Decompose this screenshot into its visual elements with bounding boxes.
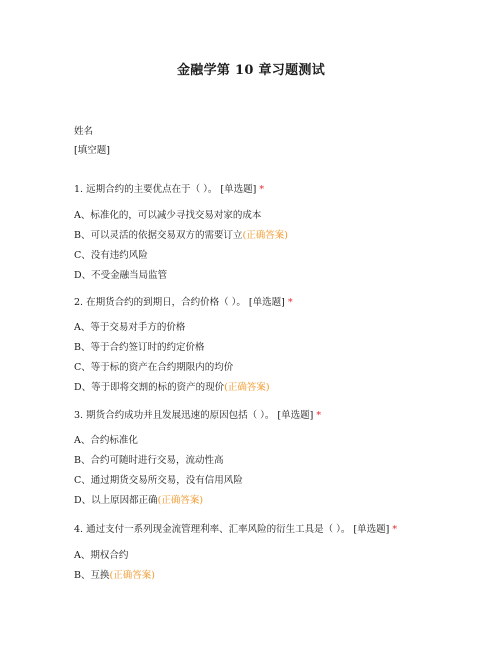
q3-option-d: D、以上原因都正确(正确答案) (74, 495, 204, 506)
q3-option-b: B、合约可随时进行交易，流动性高 (74, 455, 224, 466)
question-text: 2. 在期货合约的到期日，合约价格（ ）。 (74, 297, 246, 308)
required-mark: * (392, 524, 398, 535)
name-label: 姓名 (74, 126, 94, 137)
question-4 (74, 524, 397, 536)
question-1 (74, 184, 264, 196)
required-mark: * (287, 297, 293, 308)
document-title: 金融学第 10 章习题测试 (176, 63, 326, 78)
required-mark: * (259, 184, 265, 195)
fill-blank-label: [填空题] (74, 145, 110, 156)
question-type: [单选题] (277, 410, 314, 421)
question-2 (74, 297, 293, 309)
correct-answer-tag: (正确答案) (109, 570, 155, 581)
correct-answer-tag: (正确答案) (224, 382, 270, 393)
correct-answer-tag: (正确答案) (242, 230, 288, 241)
q2-option-d: D、等于即将交割的标的资产的现价(正确答案) (74, 382, 270, 393)
question-type: [单选题] (248, 297, 285, 308)
q1-option-b: B、可以灵活的依据交易双方的需要订立(正确答案) (74, 230, 288, 241)
q3-option-c: C、通过期货交易所交易，没有信用风险 (74, 475, 243, 486)
correct-answer-tag: (正确答案) (157, 495, 204, 506)
question-type: [单选题] (353, 524, 390, 535)
question-text: 3. 期货合约成功并且发展迅速的原因包括（ ）。 (74, 410, 275, 421)
q1-option-a: A、标准化的，可以减少寻找交易对家的成本 (74, 210, 262, 221)
q4-option-a: A、期权合约 (74, 550, 129, 561)
question-text: 1. 远期合约的主要优点在于（ ）。 (74, 184, 218, 195)
question-type: [单选题] (220, 184, 257, 195)
q1-option-c: C、没有违约风险 (74, 250, 148, 261)
q2-option-c: C、等于标的资产在合约期限内的均价 (74, 362, 234, 373)
q2-option-b: B、等于合约签订时的约定价格 (74, 342, 205, 353)
q1-option-d: D、不受金融当局监管 (74, 270, 168, 281)
question-text: 4. 通过支付一系列现金流管理利率、汇率风险的衍生工具是（ ）。 (74, 524, 351, 535)
q3-option-a: A、合约标准化 (74, 435, 138, 446)
q4-option-b: B、互换(正确答案) (74, 570, 155, 581)
q2-option-a: A、等于交易对手方的价格 (74, 322, 186, 333)
question-3 (74, 410, 321, 422)
required-mark: * (316, 410, 322, 421)
